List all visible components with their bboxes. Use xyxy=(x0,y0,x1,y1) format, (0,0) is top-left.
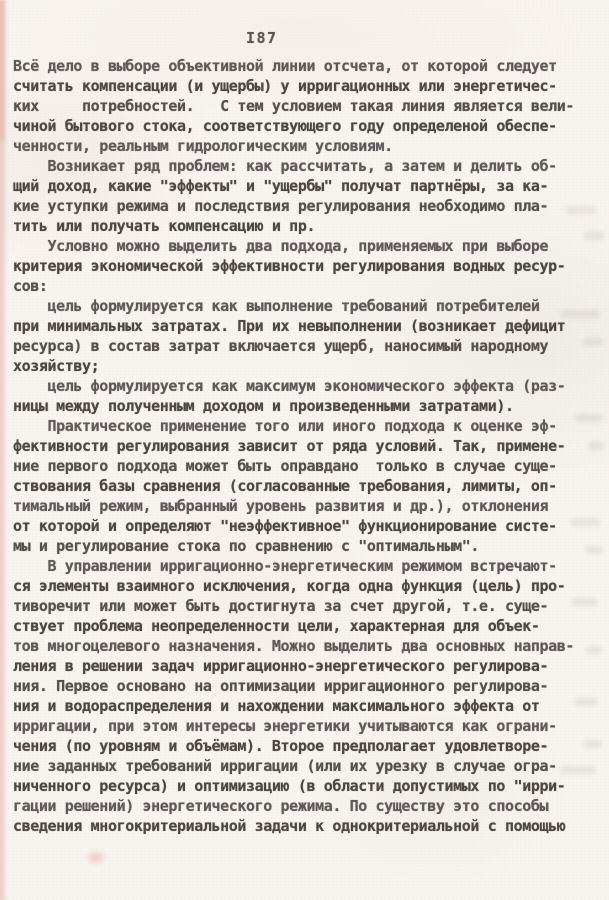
text-line: цель формулируется как выполнение требований потребителей xyxy=(13,297,540,315)
text-line: ниченного ресурса) и оптимизацию (в области допустимых по "ирри- xyxy=(13,777,566,795)
bleed-through-artifact xyxy=(584,232,604,240)
text-line: Всё дело в выборе объективной линии отсчета, от которой следует xyxy=(13,57,557,75)
text-line: ирригации, при этом интересы энергетики учитываются как ограни- xyxy=(13,717,557,735)
paragraph xyxy=(13,556,603,836)
text-line: чения (по уровням и объёмам). Второе предполагает удовлетворе- xyxy=(13,737,549,755)
bleed-through-artifact xyxy=(570,518,600,526)
text-line: кие уступки режима и последствия регулирования необходимо пла- xyxy=(13,197,549,215)
bleed-through-artifact xyxy=(586,646,602,654)
text-line: ницы между полученным доходом и произведенными затратами). xyxy=(13,397,514,415)
text-line: тимальный режим, выбранный уровень развития и др.), отклонения xyxy=(13,497,549,515)
paragraph xyxy=(13,56,603,156)
text-line: ся элементы взаимного исключения, когда одна функция (цель) про- xyxy=(13,577,566,595)
bleed-through-artifact xyxy=(583,338,603,346)
paragraph xyxy=(13,376,603,416)
text-line: ние заданных требований ирригации (или их урезку в случае огра- xyxy=(13,757,557,775)
text-line: щий доход, какие "эффекты" и "ущербы" получат партнёры, за ка- xyxy=(13,177,549,195)
text-line: критерия экономической эффективности регулирования водных ресур- xyxy=(13,257,566,275)
bleed-through-artifact xyxy=(560,766,596,774)
text-line: Практическое применение того или иного подхода к оценке эф- xyxy=(13,417,557,435)
text-line: ствует проблема неопределенности цели, характерная для объек- xyxy=(13,617,540,635)
text-line: сов: xyxy=(13,277,48,295)
paragraph xyxy=(13,296,603,376)
bleed-through-artifact xyxy=(560,310,600,318)
text-line: ния. Первое основано на оптимизации ирригационного регулирова- xyxy=(13,677,549,695)
text-line: ресурса) в состав затрат включается ущерб, наносимый народному xyxy=(13,337,549,355)
text-line: тиворечит или может быть достигнута за счет другой, т.е. суще- xyxy=(13,597,549,615)
text-line: при минимальных затратах. При их невыполнении (возникает дефицит xyxy=(13,317,566,335)
text-line: тов многоцелевого назначения. Можно выделить два основных направ- xyxy=(13,637,574,655)
text-line: ления в решении задач ирригационно-энергетического регулирова- xyxy=(13,657,549,675)
text-line: мы и регулирование стока по сравнению с "оптимальным". xyxy=(13,537,480,555)
text-line: ствования базы сравнения (согласованные требования, лимиты, оп- xyxy=(13,477,557,495)
paragraph xyxy=(13,416,603,556)
paragraph xyxy=(13,156,603,236)
text-line: цель формулируется как максимум экономического эффекта (раз- xyxy=(13,377,566,395)
text-line: Условно можно выделить два подхода, применяемых при выборе xyxy=(13,237,549,255)
text-line: ние первого подхода может быть оправдано только в случае суще- xyxy=(13,457,557,475)
bleed-through-artifact xyxy=(574,698,598,706)
bleed-through-artifact xyxy=(566,206,596,214)
paragraph xyxy=(13,236,603,296)
text-line: В управлении ирригационно-энергетическим режимом встречают- xyxy=(13,557,557,575)
text-line: хозяйству; xyxy=(13,357,100,375)
text-line: ких потребностей. С тем условием такая линия является вели- xyxy=(13,97,574,115)
bleed-through-artifact xyxy=(572,598,598,606)
bleed-through-artifact xyxy=(585,546,603,554)
text-line: гации решений) энергетического режима. По существу это способы xyxy=(13,797,549,815)
text-line: Возникает ряд проблем: как рассчитать, а затем и делить об- xyxy=(13,157,557,175)
bleed-through-artifact xyxy=(588,442,604,450)
pink-ink-spot xyxy=(88,852,104,863)
bleed-through-artifact xyxy=(575,414,603,422)
page-number: I87 xyxy=(246,29,278,47)
left-edge-tint-top xyxy=(0,0,4,140)
text-line: сведения многокритериальной задачи к однокритериальной с помощью xyxy=(13,817,566,835)
document-body xyxy=(13,56,603,836)
text-line: фективности регулирования зависит от ряда условий. Так, примене- xyxy=(13,437,566,455)
text-line: ченности, реальным гидрологическим условиям. xyxy=(13,137,393,155)
bleed-through-artifact xyxy=(584,740,602,748)
text-line: тить или получать компенсацию и пр. xyxy=(13,217,316,235)
text-line: считать компенсации (и ущербы) у ирригационных или энергетичес- xyxy=(13,77,557,95)
text-line: чиной бытового стока, соответствующего году определеной обеспе- xyxy=(13,117,557,135)
text-line: ния и водораспределения и нахождении максимального эффекта от xyxy=(13,697,540,715)
text-line: от которой и определяют "неэффективное" функционирование систе- xyxy=(13,517,557,535)
